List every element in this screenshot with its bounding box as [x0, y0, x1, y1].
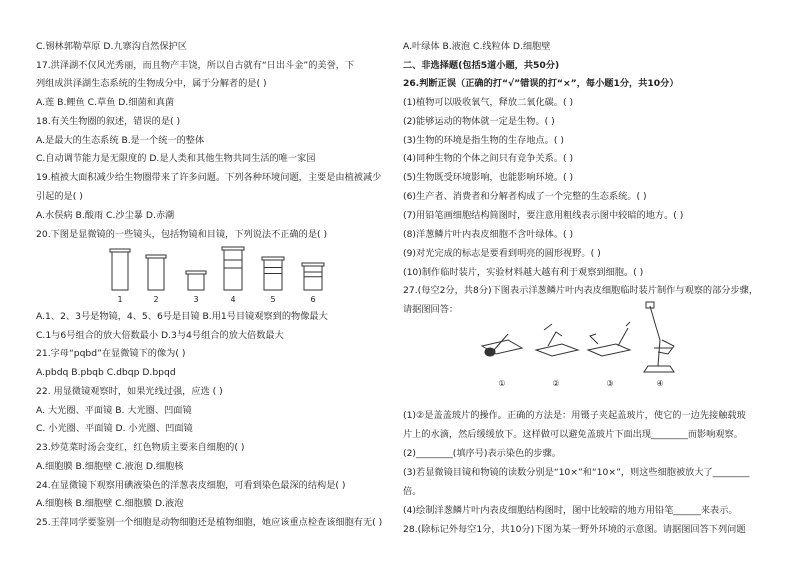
step-number-label: ④: [656, 379, 664, 388]
step-number-label: ②: [552, 379, 560, 388]
right-text-line: (8)洋葱鳞片叶内表皮细胞不含叶绿体。( ): [403, 229, 574, 240]
lens-jar-rim: [262, 257, 284, 260]
right-text-line: (10)制作临时装片，实验材料越大越有利于观察到细胞。( ): [403, 267, 644, 278]
right-text-line: A.叶绿体 B.液泡 C.线粒体 D.细胞壁: [403, 41, 551, 52]
left-text-line: 24.在显微镜下观察用碘液染色的洋葱表皮细胞，可看到染色最深的结构是( ): [36, 480, 346, 491]
lens-jar: [112, 252, 128, 290]
left-text-line: C. 小光圈、平面镜 D. 小光圈、凹面镜: [36, 423, 193, 434]
right-text-line: 倍。: [403, 486, 422, 497]
left-text-line: 列组成洪泽湖生态系统的生物成分中，属于分解者的是( ): [36, 78, 267, 89]
left-text-line: A.细胞膜 B.细胞壁 C.液泡 D.细胞核: [36, 461, 184, 472]
right-text-line: (4)同种生物的个体之间只有竞争关系。( ): [403, 153, 574, 164]
left-text-line: 17.洪泽湖不仅风光秀丽，而且物产丰饶，所以自古就有“日出斗金”的美誉，下: [36, 60, 355, 71]
microscope-drawing: [644, 302, 674, 372]
step-3-drawing: [588, 322, 630, 356]
lens-jar: [264, 260, 282, 290]
left-text-line: C.1与6号组合的放大倍数最小 D.3与4号组合的放大倍数最大: [36, 330, 284, 341]
slide-preparation-steps-figure: [478, 300, 688, 392]
lens-jar: [148, 258, 164, 290]
left-text-line: 19.植被大面积减少给生物圈带来了许多问题。下列各种环境问题，主要是由植被减少: [36, 172, 382, 183]
lens-jar: [224, 250, 242, 290]
right-text-line: (1)②是盖盖玻片的操作。正确的方法是：用镊子夹起盖玻片，使它的一边先接触载玻: [403, 410, 746, 421]
left-text-line: 21.字母“pqbd”在显微镜下的像为( ): [36, 348, 186, 359]
left-text-line: 引起的是( ): [36, 191, 83, 202]
right-text-line: (3)若显微镜目镜和物镜的读数分别是“10×”和“10×”，则这些细胞被放大了________: [403, 467, 750, 478]
lens-jar-rim: [186, 271, 206, 274]
right-text-line: (2)________(填序号)表示染色的步骤。: [403, 448, 561, 459]
right-text-line: (6)生产者、消费者和分解者构成了一个完整的生态系统。( ): [403, 191, 647, 202]
right-text-line: (2)能够运动的物体就一定是生物。( ): [403, 116, 555, 127]
right-text-line: (4)绘制洋葱鳞片叶内表皮细胞结构图时，图中比较暗的地方用铅笔______来表示。: [403, 505, 738, 516]
lens-number-label: 4: [230, 295, 236, 304]
lens-jar-rim: [302, 263, 324, 266]
left-text-line: A.莲 B.鲤鱼 C.草鱼 D.细菌和真菌: [36, 97, 175, 108]
right-text-line: (3)生物的环境是指生物的生存地点。( ): [403, 135, 564, 146]
lens-jar: [188, 274, 204, 290]
step-1-drawing: [482, 334, 522, 356]
left-text-line: A.是最大的生态系统 B.是一个统一的整体: [36, 135, 205, 146]
left-text-line: A.水俣病 B.酸雨 C.沙尘暴 D.赤潮: [36, 210, 175, 221]
right-text-line: (7)用铅笔画细胞结构简图时，要注意用粗线表示图中较暗的地方。( ): [403, 210, 684, 221]
right-text-line: (1)植物可以吸收氧气，释放二氧化碳。( ): [403, 97, 574, 108]
right-text-line: 28.(除标记外每空1分，共10分)下图为某一野外环境的示意图。请据图回答下列问题: [403, 524, 746, 535]
right-text-line: (9)对光完成的标志是要看到明亮的圆形视野。( ): [403, 248, 601, 259]
left-text-line: C.自动调节能力是无限度的 D.是人类和其他生物共同生活的唯一家园: [36, 153, 316, 164]
step-2-drawing: [536, 324, 578, 356]
lens-number-label: 2: [153, 295, 159, 304]
right-text-line: 请据图回答：: [403, 304, 459, 315]
left-text-line: A.1、2、3号是物镜，4、5、6号是目镜 B.用1号目镜观察到的物像最大: [36, 311, 328, 322]
right-text-line: (5)生物既受环境影响，也能影响环境。( ): [403, 172, 574, 183]
step-number-label: ③: [606, 379, 614, 388]
lens-jar: [304, 266, 322, 290]
left-text-line: C.锡林郭勒草原 D.九寨沟自然保护区: [36, 41, 187, 52]
left-text-line: 22. 用显微镜观察时，如果光线过强，应选 ( ): [36, 386, 223, 397]
left-text-line: 18.有关生物圈的叙述，错误的是( ): [36, 116, 181, 127]
left-text-line: 20.下图是显微镜的一些镜头，包括物镜和目镜，下列说法不正确的是( ): [36, 229, 328, 240]
left-text-line: 25.王萍同学要鉴别一个细胞是动物细胞还是植物细胞，她应该重点检查该细胞有无( ): [36, 517, 383, 528]
lens-number-label: 6: [310, 295, 316, 304]
lens-jar-rim: [110, 249, 130, 252]
lens-number-label: 1: [117, 295, 123, 304]
left-text-line: A.细胞核 B.细胞壁 C.细胞膜 D.液泡: [36, 498, 184, 509]
step-number-label: ①: [498, 379, 506, 388]
left-text-line: A. 大光圈、平面镜 B. 大光圈、凹面镜: [36, 405, 192, 416]
lens-number-label: 5: [270, 295, 276, 304]
left-text-line: A.pbdq B.pbqb C.dbqp D.bpqd: [36, 367, 176, 378]
lens-jar-rim: [222, 247, 244, 250]
left-text-line: 23.炒苋菜时汤会变红，红色物质主要来自细胞的( ): [36, 442, 245, 453]
right-text-line: 27.(每空2分，共8分)下图表示洋葱鳞片叶内表皮细胞临时装片制作与观察的部分步骤，: [403, 285, 759, 296]
right-text-line: 片上的水滴，然后缓缓放下。这样做可以避免盖玻片下面出现________而影响观察。: [403, 429, 743, 440]
right-text-line: 26.判断正误（正确的打“√”错误的打“×”，每小题1分，共10分）: [403, 78, 679, 89]
lens-number-label: 3: [193, 295, 199, 304]
right-text-line: 二、非选择题(包括5道小题，共50分): [403, 60, 560, 71]
lens-jar-rim: [146, 255, 166, 258]
objective-eyepiece-lens-figure: [108, 238, 338, 304]
